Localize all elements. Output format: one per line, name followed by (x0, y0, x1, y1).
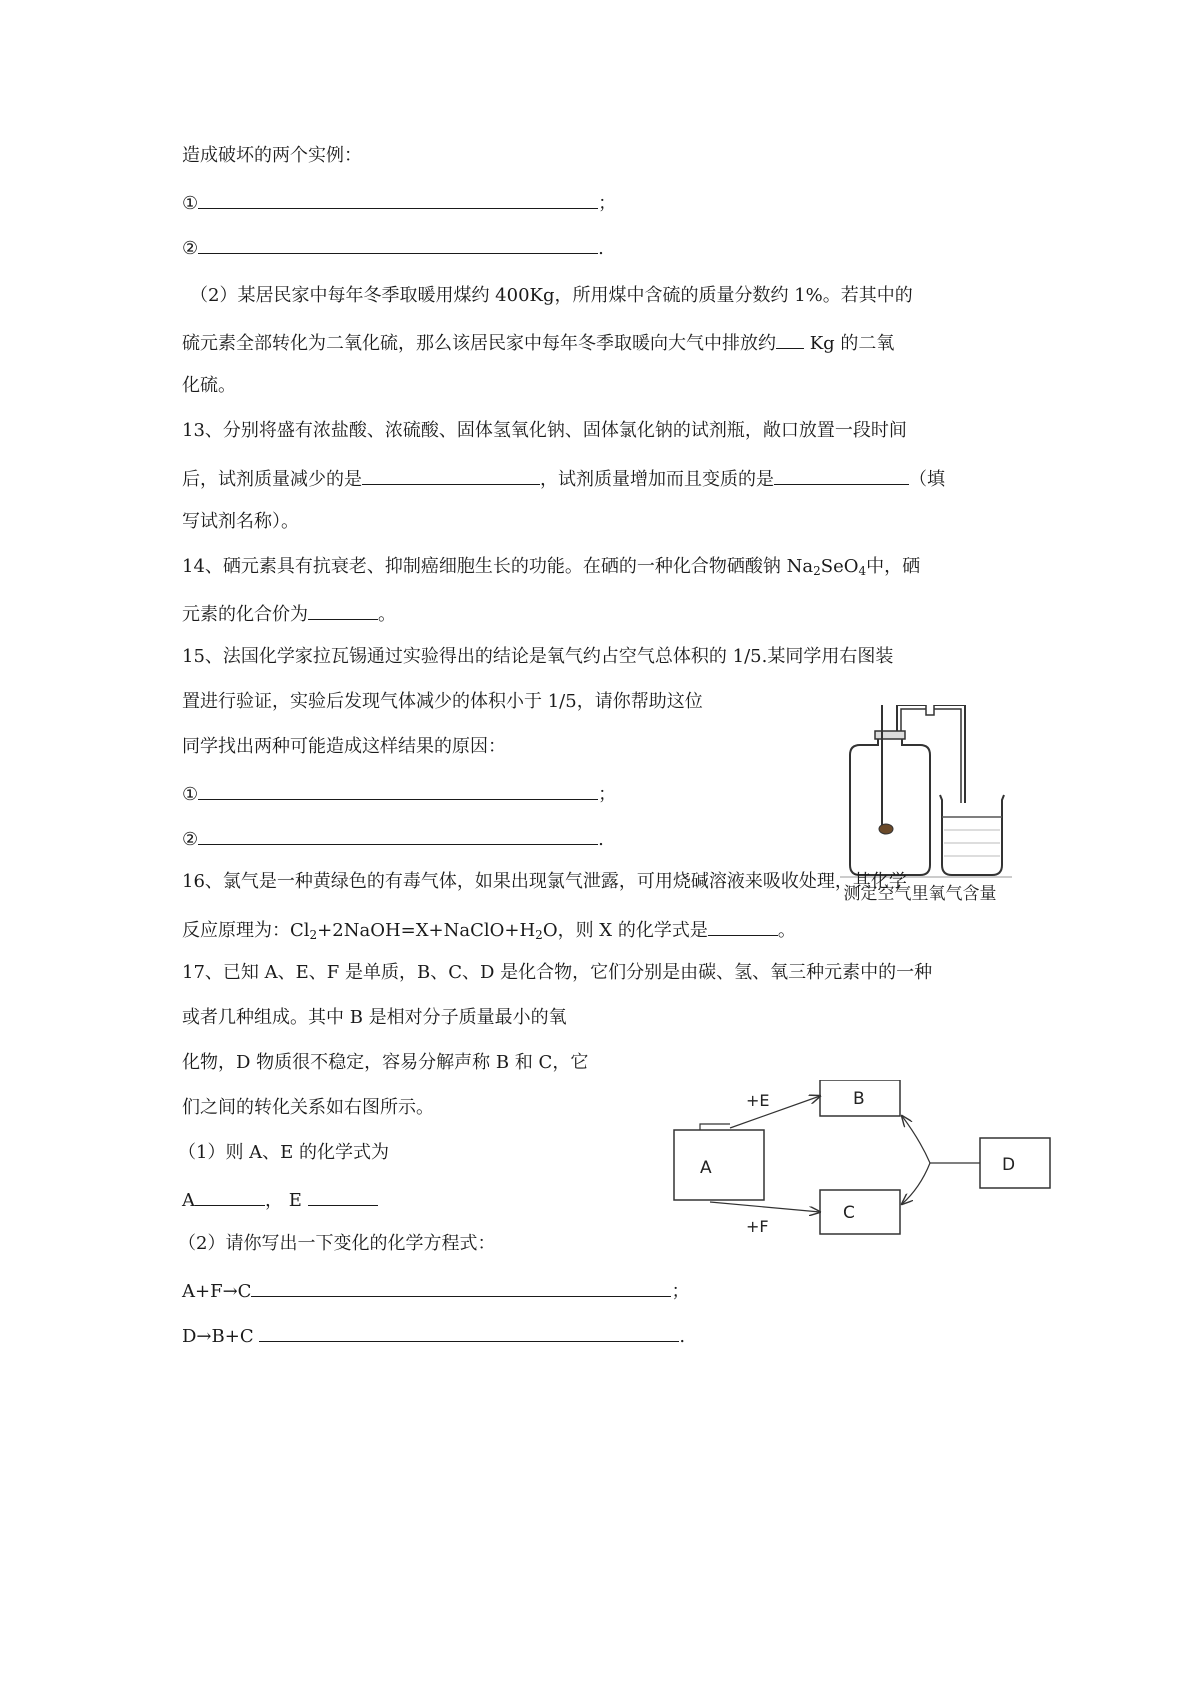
q12-part2-line2 (182, 328, 894, 357)
q12-so2-mass-blank[interactable] (776, 328, 804, 349)
q15-line2: 置进行验证，实验后发现气体减少的体积小于 1/5，请你帮助这位 (182, 691, 703, 712)
box-c-label: C (843, 1203, 855, 1223)
q13-line3: 写试剂名称）。 (182, 511, 299, 532)
q16-formula-blank[interactable] (708, 915, 778, 936)
q14-line2 (182, 599, 396, 628)
arrow-d-to-c (902, 1163, 930, 1204)
q13-line2 (182, 464, 945, 493)
q17-part1: （1）则 A、E 的化学式为 (178, 1142, 390, 1163)
q17-line1: 17、已知 A、E、F 是单质，B、C、D 是化合物，它们分别是由碳、氢、氧三种元素中的一种 (182, 962, 933, 983)
q16-text-d: 。 (777, 920, 796, 941)
q12-part2-text-b: Kg 的二氧 (804, 333, 895, 354)
q12-item1-end: ； (598, 193, 617, 214)
q16-text-b: +2NaOH=X+NaClO+H (317, 920, 536, 941)
q17-eq2-label: D→B+C (182, 1326, 260, 1347)
box-d-label: D (1002, 1155, 1016, 1175)
q16-subscript-cl2: 2 (309, 928, 318, 942)
q17-line2: 或者几种组成。其中 B 是相对分子质量最小的氧 (182, 1007, 567, 1028)
q17-a-formula-blank[interactable] (195, 1185, 265, 1206)
q14-valence-blank[interactable] (308, 599, 378, 620)
q13-decreased-blank[interactable] (362, 464, 540, 485)
q14-text-d: 元素的化合价为 (182, 604, 308, 625)
q16-line1: 16、氯气是一种黄绿色的有毒气体，如果出现氯气泄露，可用烧碱溶液来吸收处理，其化学 (182, 871, 907, 892)
q16-text-c: O，则 X 的化学式是 (542, 920, 708, 941)
q17-part1-answers (182, 1185, 378, 1214)
q14-text-e: 。 (378, 604, 396, 625)
q14-subscript-4: 4 (858, 564, 867, 578)
q16-text-a: 反应原理为：Cl (182, 920, 310, 941)
q12-item1-marker: ① (182, 193, 199, 214)
q16-line2 (182, 915, 796, 948)
arrow-a-to-b (730, 1096, 820, 1128)
q14-text-b: SeO (820, 556, 859, 577)
q17-part2: （2）请你写出一下变化的化学方程式： (178, 1233, 496, 1254)
q15-answer-line-2 (182, 824, 604, 853)
q17-eq2-end: . (679, 1326, 686, 1347)
q14-subscript-2: 2 (813, 564, 821, 578)
label-plus-e: +E (746, 1091, 770, 1110)
q17-line4: 们之间的转化关系如右图所示。 (182, 1097, 434, 1118)
q15-line3: 同学找出两种可能造成这样结果的原因： (182, 736, 506, 757)
q15-item1-end: ； (598, 784, 617, 805)
q12-answer-blank-1[interactable] (198, 188, 598, 209)
q13-text-c: （填 (909, 469, 945, 490)
q12-answer-blank-2[interactable] (198, 233, 598, 254)
q17-transformation-diagram (670, 1080, 1070, 1260)
q14-text-c: 中，硒 (866, 556, 921, 577)
q17-eq2-blank[interactable] (259, 1321, 679, 1342)
apparatus-caption: 测定空气里氧气含量 (843, 884, 997, 904)
q14-line1 (182, 554, 920, 584)
q16-subscript-h2: 2 (535, 928, 543, 942)
q15-item2-end: . (598, 829, 604, 850)
q13-line1: 13、分别将盛有浓盐酸、浓硫酸、固体氢氧化钠、固体氯化钠的试剂瓶，敞口放置一段时间 (182, 420, 907, 441)
box-a (674, 1130, 764, 1200)
box-a-label: A (700, 1158, 712, 1178)
q15-answer-blank-2[interactable] (198, 824, 598, 845)
q17-eq1-label: A+F→C (182, 1281, 252, 1302)
q13-text-a: 后，试剂质量减少的是 (182, 469, 362, 490)
arrow-a-to-c (710, 1202, 820, 1212)
label-plus-f: +F (746, 1217, 769, 1236)
q12-part2-line1: （2）某居民家中每年冬季取暖用煤约 400Kg，所用煤中含硫的质量分数约 1%。若其中的 (190, 285, 913, 306)
q17-eq2-line (182, 1321, 685, 1350)
q17-label-a: A (182, 1190, 195, 1211)
arrow-d-to-b (902, 1116, 930, 1163)
q15-answer-line-1 (182, 779, 616, 808)
q15-item1-marker: ① (182, 784, 199, 805)
q12-item2-end: . (598, 238, 604, 259)
reaction-diagram-drawing (670, 1080, 1070, 1260)
q12-item2-marker: ② (182, 238, 199, 259)
q13-increased-blank[interactable] (774, 464, 909, 485)
q17-line3: 化物，D 物质很不稳定，容易分解声称 B 和 C，它 (182, 1052, 589, 1073)
q12-answer-line-1 (182, 188, 616, 217)
q12-part2-line3: 化硫。 (182, 375, 236, 396)
q13-text-b: ，试剂质量增加而且变质的是 (540, 469, 774, 490)
q17-eq1-end: ； (671, 1281, 690, 1302)
q12-answer-line-2 (182, 233, 604, 262)
box-c (820, 1190, 900, 1234)
q15-line1: 15、法国化学家拉瓦锡通过实验得出的结论是氧气约占空气总体积的 1/5.某同学用右图装 (182, 646, 894, 667)
q12-part2-text-a: 硫元素全部转化为二氧化硫，那么该居民家中每年冬季取暖向大气中排放约 (182, 333, 776, 354)
q17-eq1-line (182, 1276, 689, 1305)
q17-label-e: ， E (265, 1190, 308, 1211)
q15-answer-blank-1[interactable] (198, 779, 598, 800)
q15-item2-marker: ② (182, 829, 199, 850)
q17-e-formula-blank[interactable] (308, 1185, 378, 1206)
q14-text-a: 14、硒元素具有抗衰老、抑制癌细胞生长的功能。在硒的一种化合物硒酸钠 Na (182, 556, 814, 577)
box-b-label: B (853, 1089, 865, 1109)
q17-eq1-blank[interactable] (251, 1276, 671, 1297)
q12-intro: 造成破坏的两个实例： (182, 145, 362, 166)
